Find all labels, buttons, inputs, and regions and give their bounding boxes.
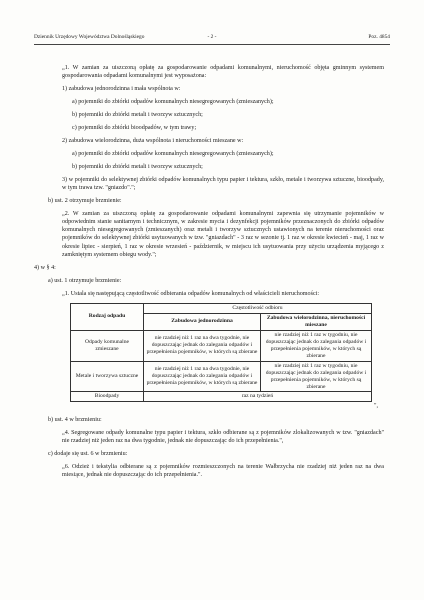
item-1: 1) zabudowa jednorodzinna i mała wspólnota w: — [62, 86, 181, 93]
point-c: c) dodaje się ust. 6 w brzmieniu: — [48, 450, 128, 457]
table-cell: nie rzadziej niż 1 raz w tygodniu, nie dopuszczając jednak do zalegania odpadów i przepełnienia pojemników, w których są zbierane — [261, 361, 372, 392]
point-b: b) ust. 2 otrzymuje brzmienie: — [48, 198, 122, 205]
frequency-table — [70, 303, 372, 403]
document-body — [34, 64, 384, 479]
table-cell: nie rzadziej niż 1 raz na dwa tygodnie, nie dopuszczając jednak do zalegania odpadów i przepełnienia pojemników, w których są zbierane — [144, 361, 261, 392]
paragraph-ust2: „2. W zamian za uiszczoną opłatę za gospodarowanie odpadami komunalnymi zapewnia się utrzymanie pojemników w odpowiednim stanie sanitarnym i technicznym, w zakresie mycia i dezynfekcji pojemników przeznaczonych do zbiórki odpadów komunalnych niesegregowanych (zmieszanych) oraz metali i tworzyw sztucznych ustawionych na terenie nieruchomości oraz pojemników do selektywnej zbiórki usytuowanych w tzw. "gniazdach" - 3 raz w sezonie tj. 1 raz w okresie kwiecień - maj, 1 raz w okresie lipiec - sierpień, 1 raz w okresie wrzesień - październik, w miejscu ich usytuowania przy użyciu urządzenia myjącego z zamkniętym systemem obiegu wody."; — [62, 211, 384, 258]
point-a: a) ust. 1 otrzymuje brzmienie: — [48, 277, 122, 284]
item-3: 3) w pojemniki do selektywnej zbiórki odpadów komunalnych typu papier i tektura, szkło, metale i tworzywa sztuczne, bioodpady, w tym trawa tzw. "gniazdo"."; — [62, 177, 384, 192]
quote-close: ", — [373, 403, 378, 410]
point-b-ust4: b) ust. 4 w brzmieniu: — [48, 416, 102, 423]
table-cell: nie rzadziej niż 1 raz w tygodniu, nie dopuszczając jednak do zalegania odpadów i przepełnienia pojemników, w których są zbierane — [261, 330, 372, 361]
row-label: Bioodpady — [71, 392, 144, 402]
header-divider — [34, 44, 390, 45]
section-4: 4) w § 4: — [34, 264, 56, 271]
position-number: Poz. 4854 — [368, 34, 390, 40]
paragraph-ust4: „4. Segregowane odpady komunalne typu papier i tektura, szkło odbierane są z pojemników zlokalizowanych w tzw. "gniazdach" nie rzadziej niż jeden raz na dwa tygodnie, jednak nie dopuszczając do ich przepełnienia.", — [62, 429, 384, 444]
page-number: - 2 - — [207, 34, 217, 40]
item-2: 2) zabudowa wielorodzinna, duża wspólnota i nieruchomości mieszane w: — [62, 138, 244, 145]
table-cell: raz na tydzień — [144, 392, 372, 402]
paragraph-ust1-frequency: „1. Ustala się następującą częstotliwość odbierania odpadów komunalnych od właścicieli nieruchomości: — [62, 290, 320, 297]
col-multi-family: Zabudowa wielorodzinna, nieruchomości mieszane — [261, 313, 372, 330]
table-cell: nie rzadziej niż 1 raz na dwa tygodnie, nie dopuszczając jednak do zalegania odpadów i przepełnienia pojemników, w których są zbierane — [144, 330, 261, 361]
item-2a: a) pojemniki do zbiórki odpadów komunalnych niesegregowanych (zmieszanych); — [72, 151, 274, 158]
item-2b: b) pojemniki do zbiórki metali i tworzyw sztucznych; — [72, 164, 203, 171]
item-1b: b) pojemniki do zbiórki metali i tworzyw sztucznych; — [72, 112, 203, 119]
table-row — [71, 330, 372, 361]
item-1c: c) pojemniki do zbiórki bioodpadów, w tym trawy; — [72, 125, 197, 132]
col-waste-type: Rodzaj odpadu — [71, 303, 144, 330]
table-row — [71, 361, 372, 392]
page-header — [34, 34, 390, 44]
col-single-family: Zabudowa jednorodzinna — [144, 313, 261, 330]
table-row — [71, 392, 372, 402]
journal-title: Dziennik Urzędowy Województwa Dolnośląskiego — [34, 34, 145, 40]
row-label: Metale i tworzywa sztuczne — [71, 361, 144, 392]
paragraph-ust1: „1. W zamian za uiszczoną opłatę za gospodarowanie odpadami komunalnymi, nieruchomość objęta gminnym systemem gospodarowania odpadami komunalnymi jest wyposażona: — [62, 65, 384, 80]
paragraph-ust6: „6. Odzież i tekstylia odbierane są z pojemników rozmieszczonych na terenie Wałbrzycha nie rzadziej niż jeden raz na dwa miesiące, jednak nie dopuszczając do ich przepełnienia.". — [62, 463, 384, 478]
row-label: Odpady komunalne zmieszane — [71, 330, 144, 361]
item-1a: a) pojemniki do zbiórki odpadów komunalnych niesegregowanych (zmieszanych); — [72, 99, 274, 106]
col-group-frequency: Częstotliwość odbioru — [144, 303, 372, 313]
